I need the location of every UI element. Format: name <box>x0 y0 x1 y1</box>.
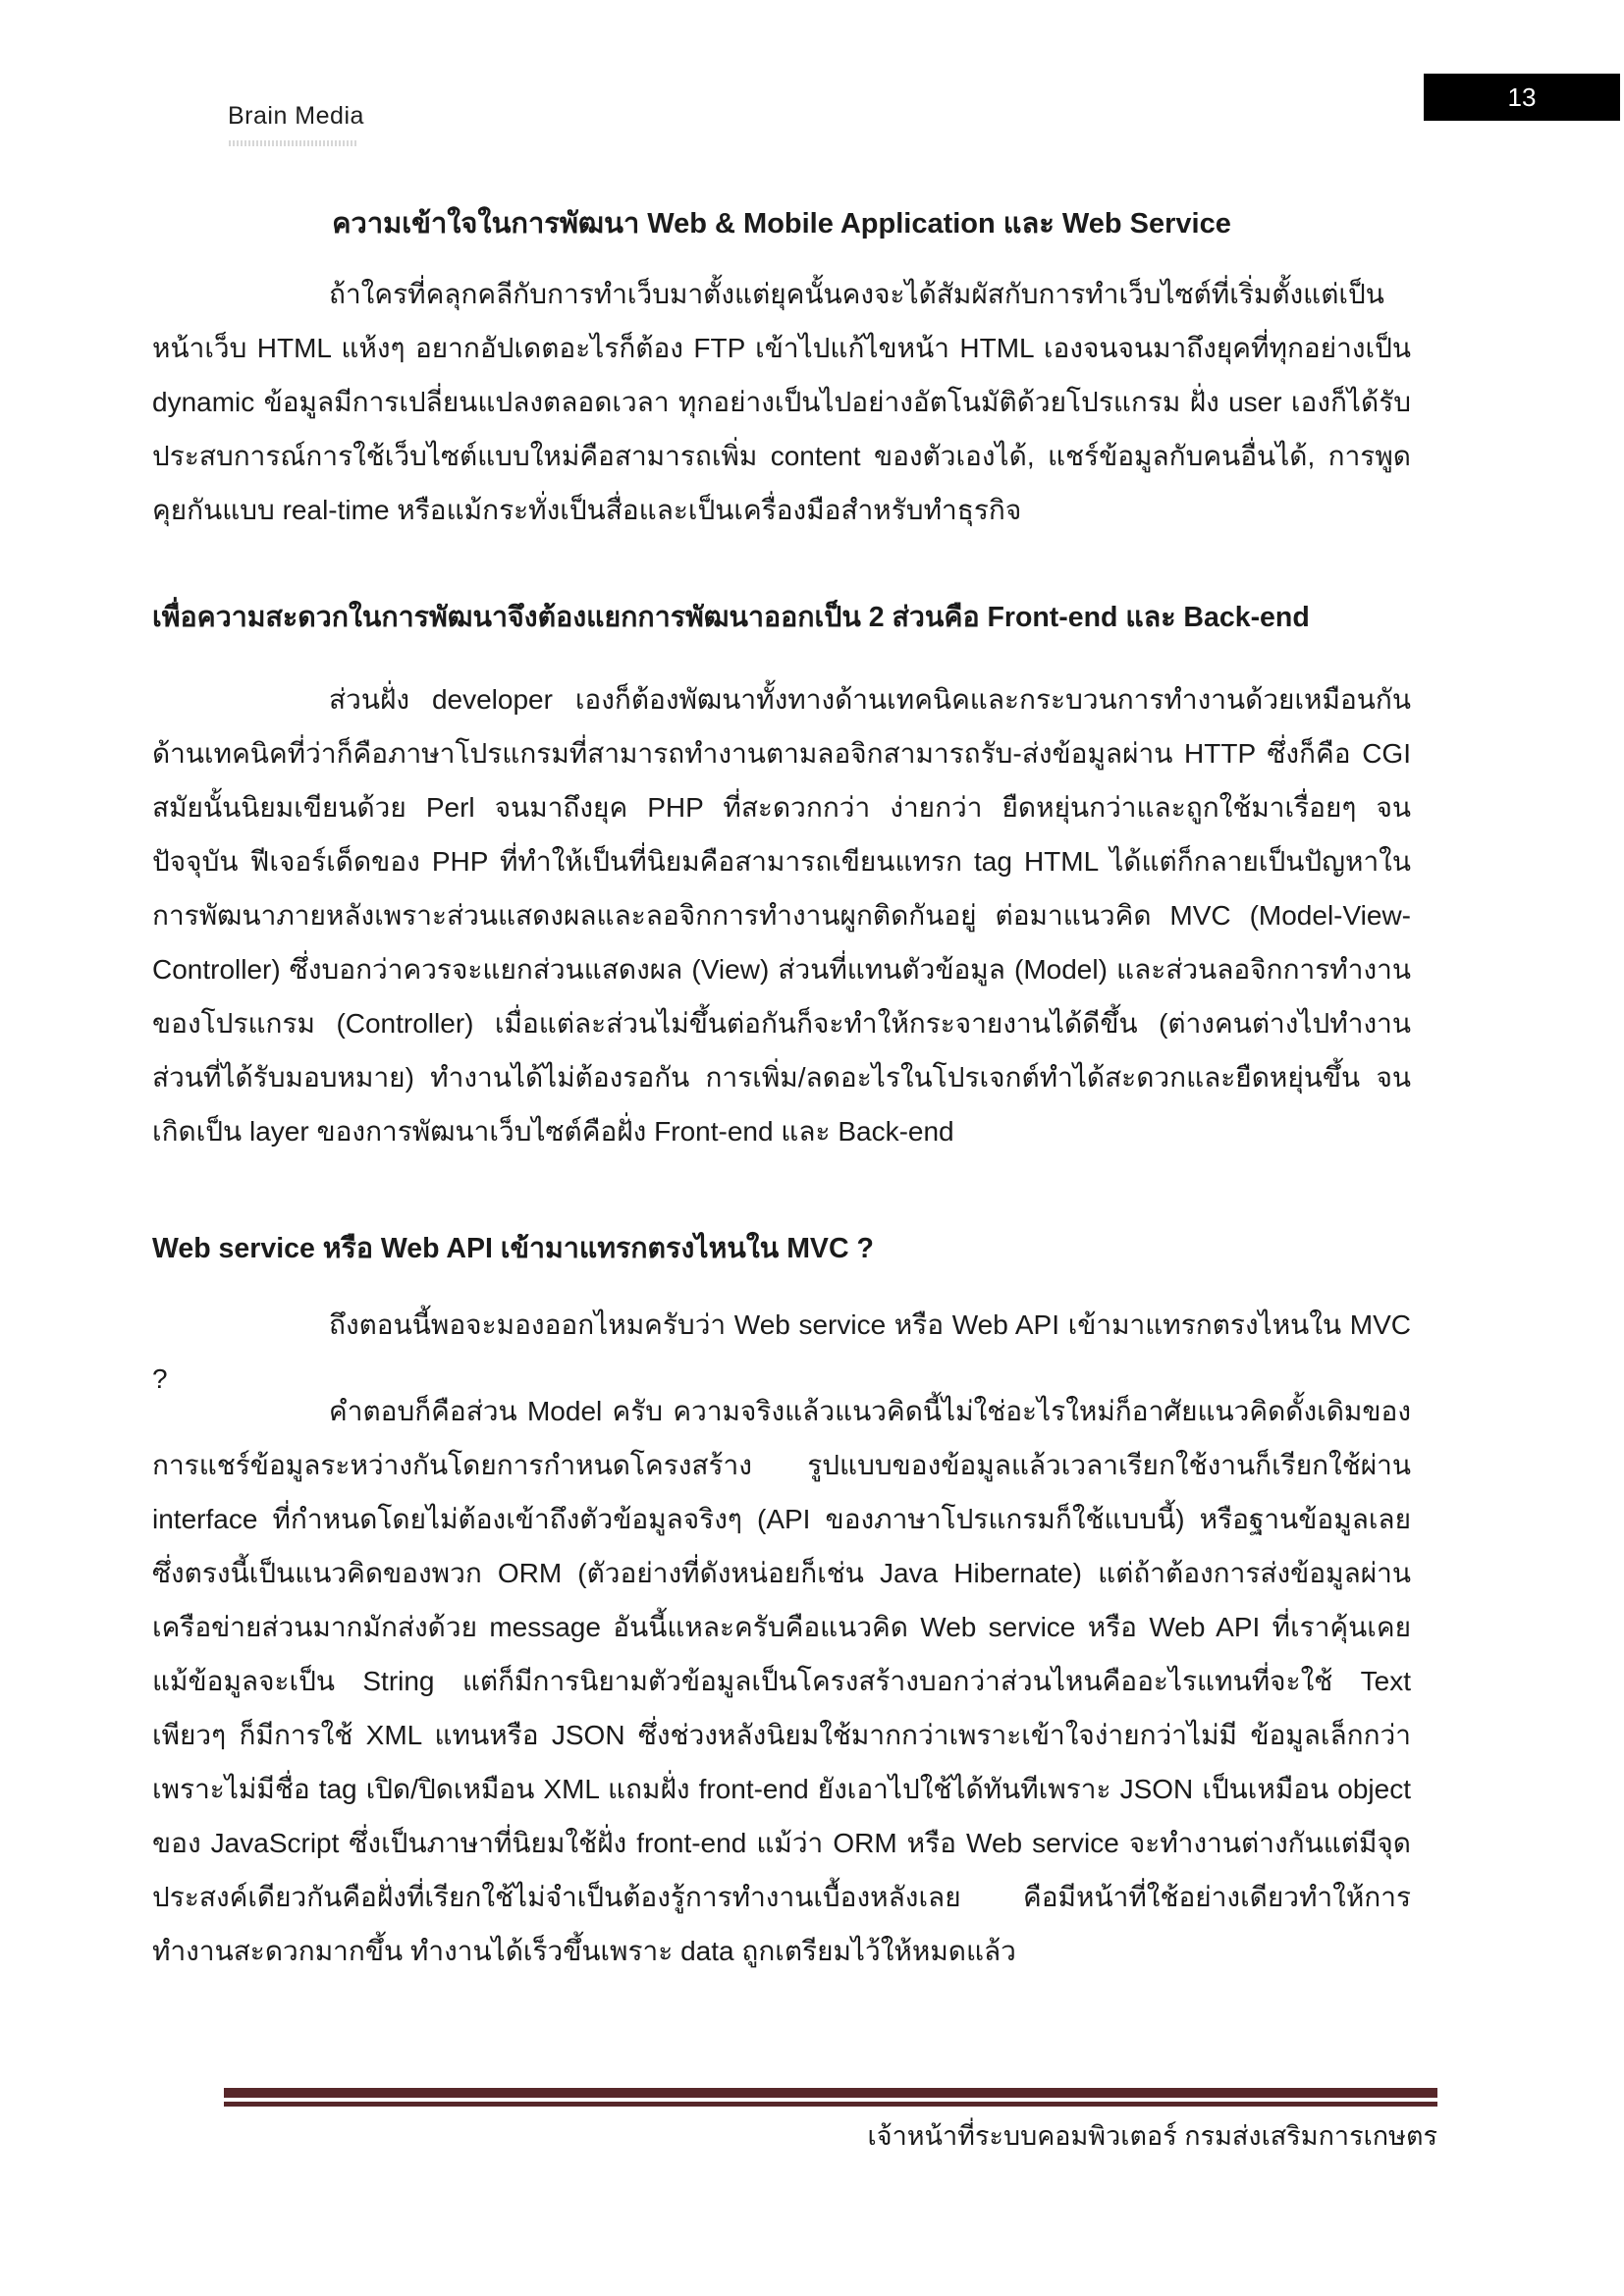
footer-rule-thick <box>224 2088 1437 2098</box>
paragraph-answer: คำตอบก็คือส่วน Model ครับ ความจริงแล้วแนวคิดนี้ไม่ใช่อะไรใหม่ก็อาศัยแนวคิดดั้งเดิมของการแชร์ข้อมูลระหว่างกันโดยการกำหนดโครงสร้าง รูปแบบของข้อมูลแล้วเวลาเรียกใช้งานก็เรียกใช้ผ่าน interface ที่กำหนดโดยไม่ต้องเข้าถึงตัวข้อมูลจริงๆ (API ของภาษาโปรแกรมก็ใช้แบบนี้) หรือฐานข้อมูลเลยซึ่งตรงนี้เป็นแนวคิดของพวก ORM (ตัวอย่างที่ดังหน่อยก็เช่น Java Hibernate) แต่ถ้าต้องการส่งข้อมูลผ่านเครือข่ายส่วนมากมักส่งด้วย message อันนี้แหละครับคือแนวคิด Web service หรือ Web API ที่เราคุ้นเคย แม้ข้อมูลจะเป็น String แต่ก็มีการนิยามตัวข้อมูลเป็นโครงสร้างบอกว่าส่วนไหนคืออะไรแทนที่จะใช้ Text เพียวๆ ก็มีการใช้ XML แทนหรือ JSON ซึ่งช่วงหลังนิยมใช้มากกว่าเพราะเข้าใจง่ายกว่าไม่มี ข้อมูลเล็กกว่าเพราะไม่มีชื่อ tag เปิด/ปิดเหมือน XML แถมฝั่ง front-end ยังเอาไปใช้ได้ทันทีเพราะ JSON เป็นเหมือน object ของ JavaScript ซึ่งเป็นภาษาที่นิยมใช้ฝั่ง front-end แม้ว่า ORM หรือ Web service จะทำงานต่างกันแต่มีจุดประสงค์เดียวกันคือฝั่งที่เรียกใช้ไม่จำเป็นต้องรู้การทำงานเบื้องหลังเลย คือมีหน้าที่ใช้อย่างเดียวทำให้การทำงานสะดวกมากขึ้น ทำงานได้เร็วขึ้นเพราะ data ถูกเตรียมไว้ให้หมดแล้ว <box>152 1396 1411 1966</box>
footer-rule-thin <box>224 2102 1437 2107</box>
brand-tagline-smudge <box>229 140 357 146</box>
footer-credit: เจ้าหน้าที่ระบบคอมพิวเตอร์ กรมส่งเสริมการเกษตร <box>867 2121 1437 2151</box>
heading-frontend-backend: เพื่อความสะดวกในการพัฒนาจึงต้องแยกการพัฒนาออกเป็น 2 ส่วนคือ Front-end และ Back-end <box>152 602 1310 633</box>
paragraph-developer: ส่วนฝั่ง developer เองก็ต้องพัฒนาทั้งทางด้านเทคนิคและกระบวนการทำงานด้วยเหมือนกัน ด้านเทคนิคที่ว่าก็คือภาษาโปรแกรมที่สามารถทำงานตามลอจิกสามารถรับ-ส่งข้อมูลผ่าน HTTP ซึ่งก็คือ CGI สมัยนั้นนิยมเขียนด้วย Perl จนมาถึงยุค PHP ที่สะดวกกว่า ง่ายกว่า ยืดหยุ่นกว่าและถูกใช้มาเรื่อยๆ จนปัจจุบัน ฟีเจอร์เด็ดของ PHP ที่ทำให้เป็นที่นิยมคือสามารถเขียนแทรก tag HTML ได้แต่ก็กลายเป็นปัญหาในการพัฒนาภายหลังเพราะส่วนแสดงผลและลอจิกการทำงานผูกติดกันอยู่ ต่อมาแนวคิด MVC (Model-View-Controller) ซึ่งบอกว่าควรจะแยกส่วนแสดงผล (View) ส่วนที่แทนตัวข้อมูล (Model) และส่วนลอจิกการทำงานของโปรแกรม (Controller) เมื่อแต่ละส่วนไม่ขึ้นต่อกันก็จะทำให้กระจายงานได้ดีขึ้น (ต่างคนต่างไปทำงานส่วนที่ได้รับมอบหมาย) ทำงานได้ไม่ต้องรอกัน การเพิ่ม/ลดอะไรในโปรเจกต์ทำได้สะดวกและยืดหยุ่นขึ้น จนเกิดเป็น layer ของการพัฒนาเว็บไซต์คือฝั่ง Front-end และ Back-end <box>152 684 1411 1147</box>
paragraph-intro: ถ้าใครที่คลุกคลีกับการทำเว็บมาตั้งแต่ยุคนั้นคงจะได้สัมผัสกับการทำเว็บไซต์ที่เริ่มตั้งแต่เป็นหน้าเว็บ HTML แห้งๆ อยากอัปเดตอะไรก็ต้อง FTP เข้าไปแก้ไขหน้า HTML เองจนจนมาถึงยุคที่ทุกอย่างเป็น dynamic ข้อมูลมีการเปลี่ยนแปลงตลอดเวลา ทุกอย่างเป็นไปอย่างอัตโนมัติด้วยโปรแกรม ฝั่ง user เองก็ได้รับประสบการณ์การใช้เว็บไซต์แบบใหม่คือสามารถเพิ่ม content ของตัวเองได้, แชร์ข้อมูลกับคนอื่นได้, การพูดคุยกันแบบ real-time หรือแม้กระทั่งเป็นสื่อและเป็นเครื่องมือสำหรับทำธุรกิจ <box>152 279 1412 525</box>
brand-logo-text: Brain Media <box>228 102 364 130</box>
page-number: 13 <box>1507 81 1537 112</box>
page-number-box <box>1424 74 1620 121</box>
heading-webservice-mvc: Web service หรือ Web API เข้ามาแทรกตรงไหนใน MVC ? <box>152 1233 874 1264</box>
article-title: ความเข้าใจในการพัฒนา Web & Mobile Application และ Web Service <box>332 208 1231 240</box>
paragraph-question: ถึงตอนนี้พอจะมองออกไหมครับว่า Web service หรือ Web API เข้ามาแทรกตรงไหนใน MVC ? <box>152 1309 1411 1394</box>
